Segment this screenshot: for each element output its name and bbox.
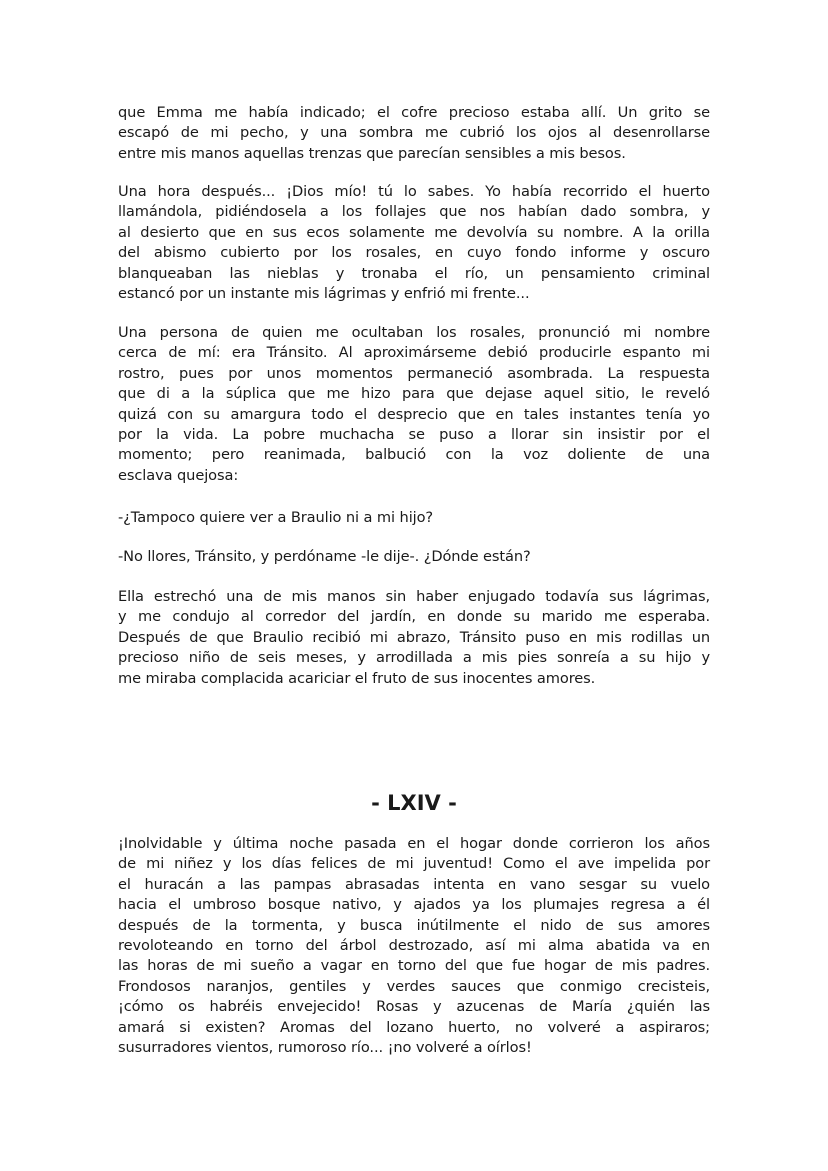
text-line: -No llores, Tránsito, y perdóname -le dije-. ¿Dónde están?: [118, 548, 531, 565]
text-line: que Emma me había indicado; el cofre precioso estaba allí. Un grito se: [118, 104, 710, 121]
text-line: blanqueaban las nieblas y tronaba el río, un pensamiento criminal: [118, 264, 710, 282]
text-line: del abismo cubierto por los rosales, en cuyo fondo informe y oscuro: [118, 244, 710, 262]
text-line: el huracán a las pampas abrasadas intenta en vano sesgar su vuelo: [118, 875, 710, 893]
text-line: cerca de mí: era Tránsito. Al aproximárseme debió producirle espanto mi: [118, 344, 710, 362]
text-line: las horas de mi sueño a vagar en torno del que fue hogar de mis padres.: [118, 957, 710, 975]
paragraph: [118, 508, 710, 528]
paragraph: [118, 323, 710, 486]
text-line: y me condujo al corredor del jardín, en donde su marido me esperaba.: [118, 608, 710, 626]
text-line: momento; pero reanimada, balbució con la voz doliente de una: [118, 446, 710, 464]
text-line: hacia el umbroso bosque nativo, y ajados ya los plumajes regresa a él: [118, 896, 710, 914]
text-line: entre mis manos aquellas trenzas que parecían sensibles a mis besos.: [118, 144, 626, 162]
text-line: Una hora después... ¡Dios mío! tú lo sabes. Yo había recorrido el huerto: [118, 183, 710, 200]
text-line: me miraba complacida acariciar el fruto de sus inocentes amores.: [118, 669, 596, 687]
paragraph: [118, 587, 710, 689]
paragraph: [118, 547, 710, 567]
text-line: -¿Tampoco quiere ver a Braulio ni a mi hijo?: [118, 509, 434, 526]
text-line: por la vida. La pobre muchacha se puso a llorar sin insistir por el: [118, 425, 710, 443]
text-line: ¡Inolvidable y última noche pasada en el hogar donde corrieron los años: [118, 835, 710, 852]
text-line: revoloteando en torno del árbol destrozado, así mi alma abatida va en: [118, 936, 710, 954]
text-line: que di a la súplica que me hizo para que dejase aquel sitio, le reveló: [118, 385, 710, 403]
text-line: escapó de mi pecho, y una sombra me cubrió los ojos al desenrollarse: [118, 124, 710, 142]
text-line: después de la tormenta, y busca inútilmente el nido de sus amores: [118, 916, 710, 934]
text-line: de mi niñez y los días felices de mi juventud! Como el ave impelida por: [118, 855, 710, 873]
text-line: al desierto que en sus ecos solamente me devolvía su nombre. A la orilla: [118, 223, 710, 241]
text-line: ¡cómo os habréis envejecido! Rosas y azucenas de María ¿quién las: [118, 998, 710, 1016]
text-line: Después de que Braulio recibió mi abrazo, Tránsito puso en mis rodillas un: [118, 628, 710, 646]
paragraph: [118, 103, 710, 164]
chapter-heading: - LXIV -: [371, 791, 457, 815]
text-line: estancó por un instante mis lágrimas y enfrió mi frente...: [118, 284, 530, 302]
text-line: quizá con su amargura todo el desprecio que en tales instantes tenía yo: [118, 405, 710, 423]
text-line: esclava quejosa:: [118, 466, 239, 484]
text-line: amará si existen? Aromas del lozano huerto, no volveré a aspiraros;: [118, 1018, 710, 1036]
text-line: rostro, pues por unos momentos permaneció asombrada. La respuesta: [118, 364, 710, 382]
text-line: Una persona de quien me ocultaban los rosales, pronunció mi nombre: [118, 324, 710, 341]
paragraph: [118, 182, 710, 304]
text-line: Ella estrechó una de mis manos sin haber enjugado todavía sus lágrimas,: [118, 588, 710, 605]
text-line: llamándola, pidiéndosela a los follajes que nos habían dado sombra, y: [118, 203, 710, 221]
text-line: susurradores vientos, rumoroso río... ¡no volveré a oírlos!: [118, 1038, 532, 1056]
text-line: Frondosos naranjos, gentiles y verdes sauces que conmigo crecisteis,: [118, 977, 710, 995]
paragraph: [118, 834, 710, 1058]
text-line: precioso niño de seis meses, y arrodillada a mis pies sonreía a su hijo y: [118, 649, 710, 667]
